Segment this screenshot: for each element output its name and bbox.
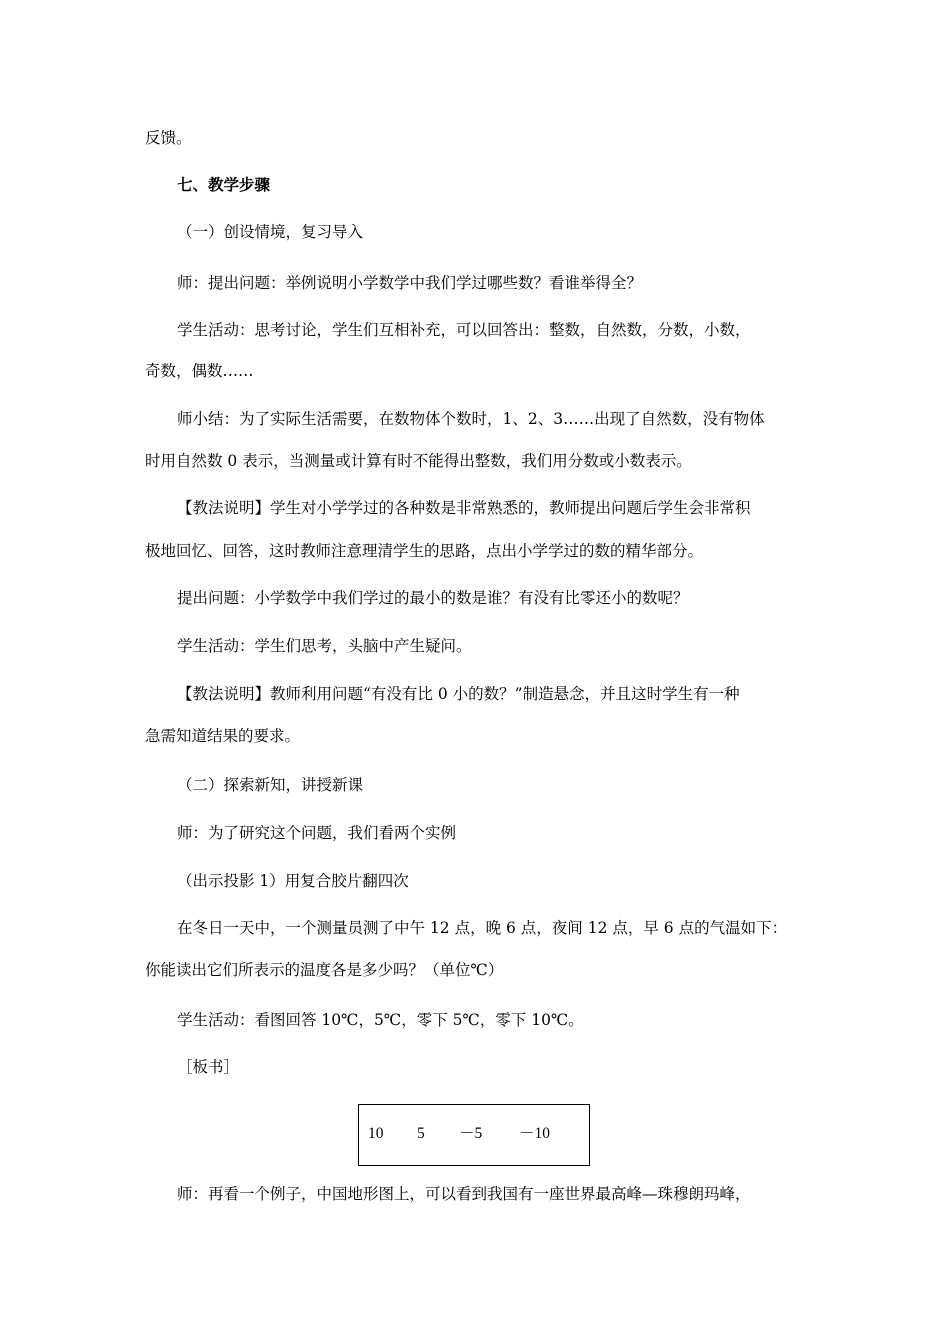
paragraph-line: 时用自然数 0 表示，当测量或计算有时不能得出整数，我们用分数或小数表示。 xyxy=(145,452,692,470)
board-value: －5 xyxy=(459,1125,483,1142)
teaching-note-line: 急需知道结果的要求。 xyxy=(145,727,301,745)
board-label: ［板书］ xyxy=(177,1058,240,1076)
paragraph-line: （出示投影 1）用复合胶片翻四次 xyxy=(177,872,409,890)
board-value: －10 xyxy=(519,1125,551,1142)
paragraph-line: 反馈。 xyxy=(145,129,192,147)
teaching-note-line: 【教法说明】学生对小学学过的各种数是非常熟悉的，教师提出问题后学生会非常积 xyxy=(177,499,751,517)
teaching-note-line: 【教法说明】教师利用问题“有没有比 0 小的数？”制造悬念，并且这时学生有一种 xyxy=(177,685,740,703)
paragraph-line: 奇数，偶数…… xyxy=(145,362,254,380)
blackboard-box xyxy=(358,1104,590,1166)
subsection-heading: （一）创设情境，复习导入 xyxy=(177,223,364,241)
paragraph-line: 提出问题：小学数学中我们学过的最小的数是谁？有没有比零还小的数呢？ xyxy=(177,589,689,607)
paragraph-line: 在冬日一天中，一个测量员测了中午 12 点，晚 6 点，夜间 12 点，早 6 点的气温如下： xyxy=(177,919,788,937)
teaching-note-line: 极地回忆、回答，这时教师注意理清学生的思路，点出小学学过的数的精华部分。 xyxy=(145,542,704,560)
paragraph-line: 师：再看一个例子，中国地形图上，可以看到我国有一座世界最高峰—珠穆朗玛峰， xyxy=(177,1185,751,1203)
paragraph-line: 师：提出问题：举例说明小学数学中我们学过哪些数？看谁举得全？ xyxy=(177,274,643,292)
paragraph-line: 学生活动：学生们思考，头脑中产生疑问。 xyxy=(177,637,472,655)
board-value: 10 xyxy=(368,1125,384,1142)
paragraph-line: 你能读出它们所表示的温度各是多少吗？（单位℃） xyxy=(145,961,504,979)
paragraph-line: 学生活动：看图回答 10℃，5℃，零下 5℃，零下 10℃。 xyxy=(177,1011,584,1029)
paragraph-line: 学生活动：思考讨论，学生们互相补充，可以回答出：整数，自然数，分数，小数， xyxy=(177,321,751,339)
paragraph-line: 师小结：为了实际生活需要，在数物体个数时，1、2、3……出现了自然数，没有物体 xyxy=(177,410,765,428)
paragraph-line: 师：为了研究这个问题，我们看两个实例 xyxy=(177,824,457,842)
board-value: 5 xyxy=(417,1125,425,1142)
subsection-heading: （二）探索新知，讲授新课 xyxy=(177,776,364,794)
section-heading: 七、教学步骤 xyxy=(177,175,271,194)
